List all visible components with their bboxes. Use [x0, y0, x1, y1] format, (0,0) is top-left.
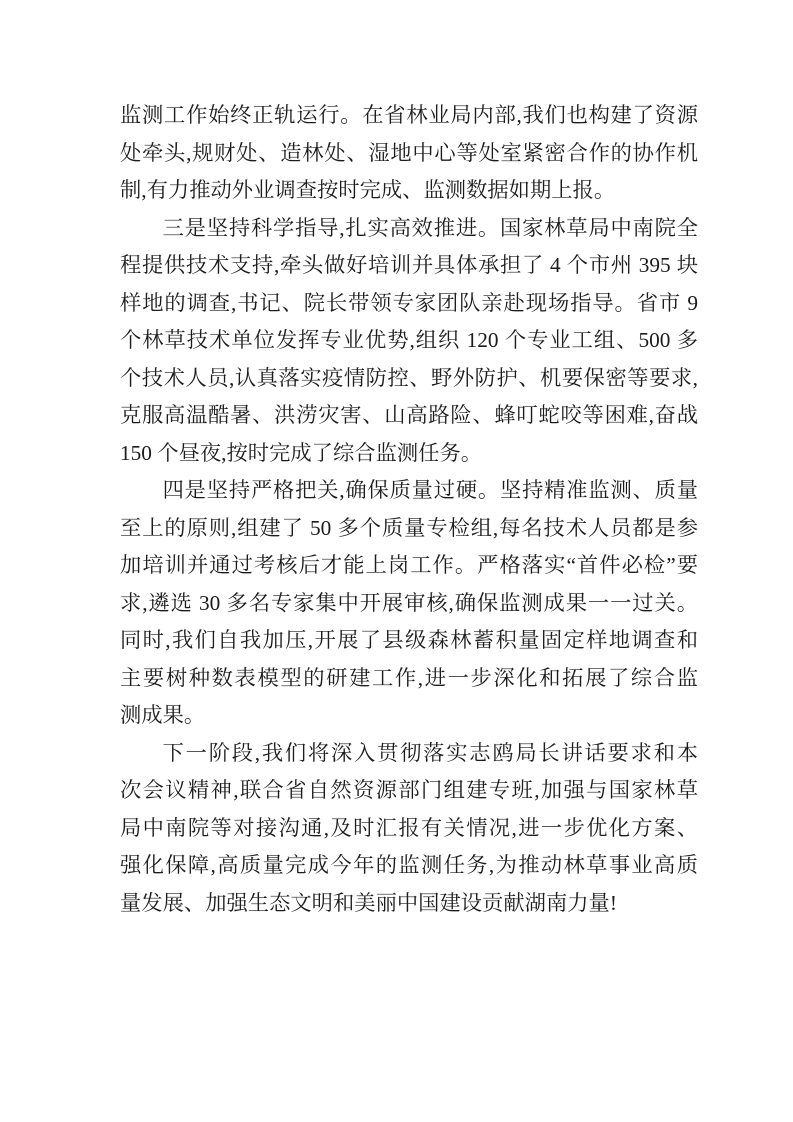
text-line: 制,有力推动外业调查按时完成、监测数据如期上报。	[120, 178, 616, 202]
text-line: 个技术人员,认真落实疫情防控、野外防护、机要保密等要求,	[120, 365, 698, 390]
text-line: 加培训并通过考核后才能上岗工作。严格落实“首件必检”要	[120, 553, 698, 577]
text-line: 量发展、加强生态文明和美丽中国建设贡献湖南力量!	[120, 890, 617, 915]
text-line: 监测工作始终正轨运行。在省林业局内部,我们也构建了资源	[120, 103, 698, 127]
text-line: 程提供技术支持,牵头做好培训并具体承担了 4 个市州 395 块	[120, 253, 698, 277]
text-line: 个林草技术单位发挥专业优势,组织 120 个专业工组、500 多	[120, 328, 698, 352]
paragraph	[120, 472, 698, 735]
text-line: 测成果。	[120, 703, 206, 727]
text-line: 三是坚持科学指导,扎实高效推进。国家林草局中南院全	[162, 215, 698, 240]
text-line: 求,遴选 30 多名专家集中开展审核,确保监测成果一一过关。	[120, 590, 698, 615]
paragraph	[120, 97, 698, 210]
text-line: 同时,我们自我加压,开展了县级森林蓄积量固定样地调查和	[120, 628, 698, 652]
paragraph	[120, 735, 698, 923]
text-line: 150 个昼夜,按时完成了综合监测任务。	[120, 440, 483, 465]
text-line: 下一阶段,我们将深入贯彻落实志鸥局长讲话要求和本	[162, 740, 698, 765]
text-line: 主要树种数表模型的研建工作,进一步深化和拓展了综合监	[120, 665, 698, 690]
text-line: 至上的原则,组建了 50 多个质量专检组,每名技术人员都是参	[120, 515, 698, 540]
text-line: 样地的调查,书记、院长带领专家团队亲赴现场指导。省市 9	[120, 290, 698, 315]
text-line: 克服高温酷暑、洪涝灾害、山高路险、蜂叮蛇咬等困难,奋战	[120, 403, 698, 427]
document-body	[120, 97, 698, 922]
text-line: 次会议精神,联合省自然资源部门组建专班,加强与国家林草	[120, 778, 698, 802]
text-line: 四是坚持严格把关,确保质量过硬。坚持精准监测、质量	[162, 478, 698, 502]
text-line: 处牵头,规财处、造林处、湿地中心等处室紧密合作的协作机	[120, 140, 698, 165]
text-line: 强化保障,高质量完成今年的监测任务,为推动林草事业高质	[120, 853, 698, 877]
text-line: 局中南院等对接沟通,及时汇报有关情况,进一步优化方案、	[120, 815, 698, 840]
paragraph	[120, 210, 698, 473]
